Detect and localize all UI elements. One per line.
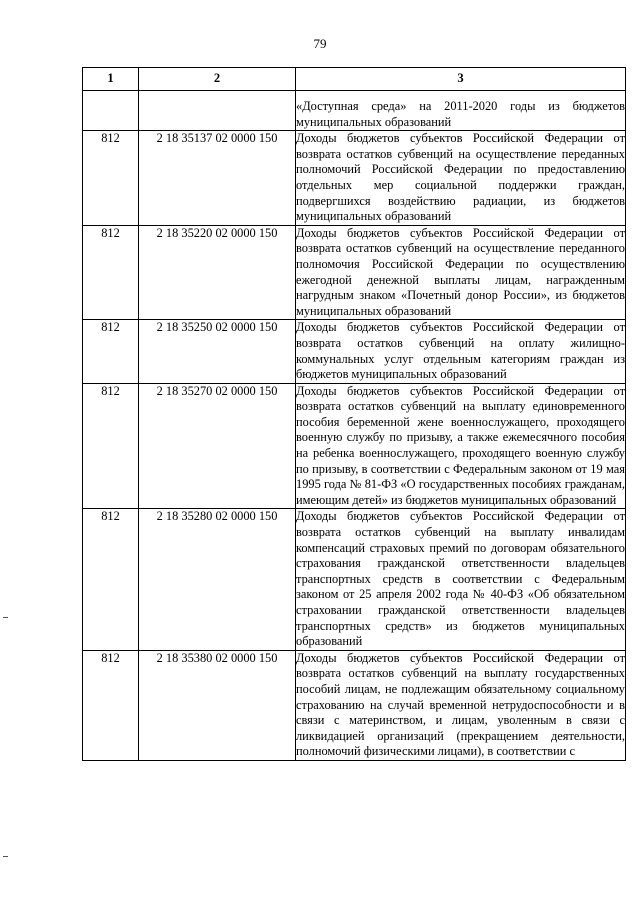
description-cell: Доходы бюджетов субъектов Российской Федерации от возврата остатков субвенций на оплату жилищно-коммунальных услуг отдельным категориям граждан из бюджетов муниципальных образований bbox=[296, 320, 626, 383]
margin-mark bbox=[3, 617, 8, 618]
description-cell: Доходы бюджетов субъектов Российской Федерации от возврата остатков субвенций на выплату государственных пособий лицам, не подлежащим обязательному социальному страхованию на случай временной нетрудоспособности и в связи с материнством, и лицам, уволенным в связи с ликвидацией организаций (прекращением деятельности, полномочий физическими лицами), в соответствии с bbox=[296, 650, 626, 760]
budget-code-cell: 2 18 35380 02 0000 150 bbox=[139, 650, 296, 760]
description-cell: Доходы бюджетов субъектов Российской Федерации от возврата остатков субвенций на осуществление переданного полномочия Российской Федерации по осуществлению ежегодной денежной выплаты лицам, награжденным нагрудным знаком «Почетный донор России», из бюджетов муниципальных образований bbox=[296, 225, 626, 320]
table-row bbox=[83, 91, 626, 131]
budget-code-cell: 2 18 35250 02 0000 150 bbox=[139, 320, 296, 383]
table-row bbox=[83, 383, 626, 509]
table-row bbox=[83, 131, 626, 226]
table-row bbox=[83, 509, 626, 650]
margin-mark bbox=[3, 856, 8, 857]
description-cell: Доходы бюджетов субъектов Российской Федерации от возврата остатков субвенций на выплату инвалидам компенсаций страховых премий по договорам обязательного страхования гражданской ответственности владельцев транспортных средств в соответствии с Федеральным законом от 25 апреля 2002 года № 40-ФЗ «Об обязательном страховании гражданской ответственности владельцев транспортных средств» из бюджетов муниципальных образований bbox=[296, 509, 626, 650]
admin-code-cell: 812 bbox=[83, 320, 139, 383]
description-cell: Доходы бюджетов субъектов Российской Федерации от возврата остатков субвенций на выплату единовременного пособия беременной жене военнослужащего, проходящего военную службу по призыву, а также ежемесячного пособия на ребенка военнослужащего, проходящего военную службу по призыву, в соответствии с Федеральным законом от 19 мая 1995 года № 81-ФЗ «О государственных пособиях гражданам, имеющим детей» из бюджетов муниципальных образований bbox=[296, 383, 626, 509]
budget-code-cell bbox=[139, 91, 296, 131]
revenue-codes-table bbox=[82, 67, 626, 761]
budget-code-cell: 2 18 35137 02 0000 150 bbox=[139, 131, 296, 226]
admin-code-cell: 812 bbox=[83, 131, 139, 226]
table-row bbox=[83, 320, 626, 383]
table-row bbox=[83, 650, 626, 760]
admin-code-cell: 812 bbox=[83, 650, 139, 760]
admin-code-cell: 812 bbox=[83, 225, 139, 320]
budget-code-cell: 2 18 35220 02 0000 150 bbox=[139, 225, 296, 320]
admin-code-cell: 812 bbox=[83, 509, 139, 650]
description-cell: Доходы бюджетов субъектов Российской Федерации от возврата остатков субвенций на осуществление переданных полномочий Российской Федерации по предоставлению отдельных мер социальной поддержки граждан, подвергшихся воздействию радиации, из бюджетов муниципальных образований bbox=[296, 131, 626, 226]
admin-code-cell: 812 bbox=[83, 383, 139, 509]
column-header-3: 3 bbox=[296, 68, 626, 91]
table-row bbox=[83, 225, 626, 320]
budget-code-cell: 2 18 35270 02 0000 150 bbox=[139, 383, 296, 509]
table-header-row bbox=[83, 68, 626, 91]
budget-code-cell: 2 18 35280 02 0000 150 bbox=[139, 509, 296, 650]
admin-code-cell bbox=[83, 91, 139, 131]
description-cell: «Доступная среда» на 2011-2020 годы из бюджетов муниципальных образований bbox=[296, 91, 626, 131]
column-header-2: 2 bbox=[139, 68, 296, 91]
page-number: 79 bbox=[313, 36, 327, 51]
column-header-1: 1 bbox=[83, 68, 139, 91]
